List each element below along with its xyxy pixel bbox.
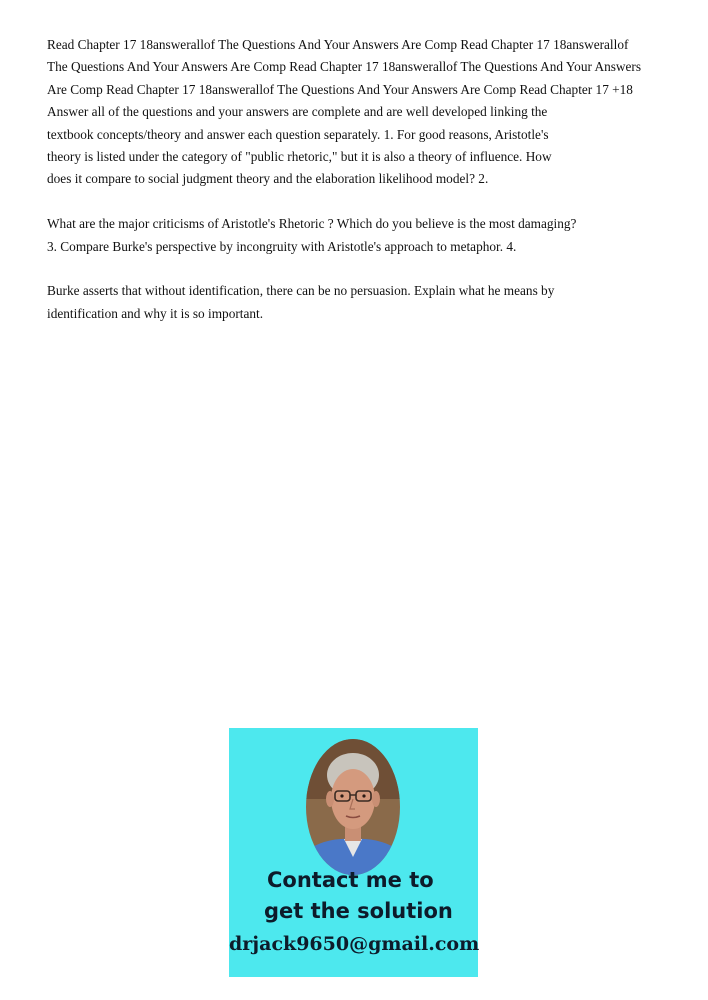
text-line: Read Chapter 17 18answerallof The Questions And Your Answers Are Comp Read Chapter 17 18answerallof — [47, 37, 629, 52]
text-line: does it compare to social judgment theory and the elaboration likelihood model? 2. — [47, 171, 489, 187]
contact-promo-banner[interactable] — [229, 728, 478, 977]
text-line: Burke asserts that without identification, there can be no persuasion. Explain what he means by — [47, 283, 555, 299]
cta-line-2: get the solution — [264, 899, 453, 923]
text-line: Are Comp Read Chapter 17 18answerallof The Questions And Your Answers Are Comp Read Chapter 17 +18 — [47, 81, 633, 97]
document-body — [47, 34, 703, 325]
text-line: The Questions And Your Answers Are Comp Read Chapter 17 18answerallof The Questions And Your Answers — [47, 59, 642, 75]
text-line: identification and why it is so important. — [47, 305, 264, 321]
contact-email[interactable]: drjack9650@gmail.com — [229, 933, 480, 955]
text-line: 3. Compare Burke's perspective by incongruity with Aristotle's approach to metaphor. 4. — [47, 238, 517, 254]
text-line: theory is listed under the category of "public rhetoric," but it is also a theory of influence. How — [47, 149, 552, 165]
text-line: What are the major criticisms of Aristotle's Rhetoric ? Which do you believe is the most damaging? — [47, 216, 577, 232]
text-line: textbook concepts/theory and answer each question separately. 1. For good reasons, Aristotle's — [47, 126, 549, 142]
paragraph-gap — [47, 258, 703, 280]
paragraph-gap — [47, 191, 703, 213]
text-line: Answer all of the questions and your answers are complete and are well developed linking the — [47, 104, 548, 120]
cta-line-1: Contact me to — [267, 868, 434, 892]
portrait-photo — [306, 739, 400, 875]
